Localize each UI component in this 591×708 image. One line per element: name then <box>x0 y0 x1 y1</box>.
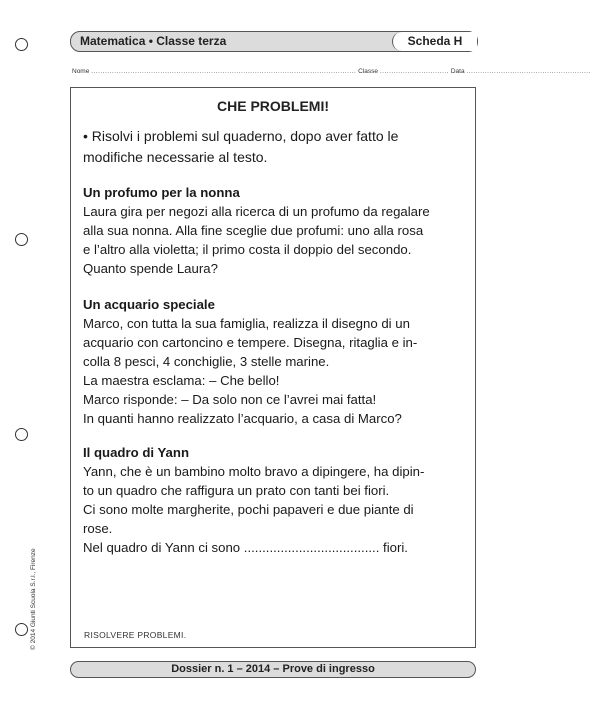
skill-note: RISOLVERE PROBLEMI. <box>84 630 187 640</box>
binder-hole <box>15 233 28 246</box>
name-label: Nome <box>72 68 90 75</box>
date-field[interactable]: ...................................................... <box>466 68 591 75</box>
instruction-line: • Risolvi i problemi sul quaderno, dopo aver fatto le <box>83 128 399 144</box>
problem-line: alla sua nonna. Alla fine sceglie due profumi: uno alla rosa <box>83 223 424 238</box>
problem-line: Nel quadro di Yann ci sono ..................................... fiori. <box>83 540 408 555</box>
problem-aquarium <box>83 295 463 428</box>
dossier-footer: Dossier n. 1 – 2014 – Prove di ingresso <box>70 661 476 678</box>
class-label: Classe <box>358 68 379 75</box>
instruction <box>83 126 463 168</box>
binder-hole <box>15 428 28 441</box>
worksheet-header <box>70 31 478 52</box>
binder-hole <box>15 623 28 636</box>
subject-label: Matematica • Classe terza <box>80 34 227 48</box>
problem-line: rose. <box>83 521 113 536</box>
problem-line: Laura gira per negozi alla ricerca di un profumo da regalare <box>83 204 430 219</box>
name-field[interactable]: ................................................................................................................... <box>91 68 357 75</box>
problem-perfume <box>83 183 463 278</box>
date-label: Data <box>450 68 465 75</box>
problem-painting <box>83 443 463 557</box>
class-field[interactable]: .............................. <box>379 68 450 75</box>
page-title: CHE PROBLEMI! <box>217 98 329 114</box>
instruction-line: modifiche necessarie al testo. <box>83 149 268 165</box>
problem-line: Marco, con tutta la sua famiglia, realizza il disegno di un <box>83 316 410 331</box>
problem-line: Yann, che è un bambino molto bravo a dipingere, ha dipin- <box>83 464 425 479</box>
problem-heading: Il quadro di Yann <box>83 445 190 460</box>
problem-line: La maestra esclama: – Che bello! <box>83 373 280 388</box>
problem-line: e l’altro alla violetta; il primo costa il doppio del secondo. <box>83 242 412 257</box>
student-fields <box>72 68 591 75</box>
problem-heading: Un profumo per la nonna <box>83 185 240 200</box>
problem-line: colla 8 pesci, 4 conchiglie, 3 stelle marine. <box>83 354 330 369</box>
binder-hole <box>15 38 28 51</box>
problem-line: Marco risponde: – Da solo non ce l’avrei mai fatta! <box>83 392 377 407</box>
problem-heading: Un acquario speciale <box>83 297 215 312</box>
problem-line: Quanto spende Laura? <box>83 261 218 276</box>
copyright-text: © 2014 Giunti Scuola S.r.l., Firenze <box>30 548 37 650</box>
exercise-box <box>70 87 476 648</box>
problem-line: Ci sono molte margherite, pochi papaveri e due piante di <box>83 502 414 517</box>
sheet-label: Scheda H <box>392 32 477 51</box>
problem-line: acquario con cartoncino e tempere. Disegna, ritaglia e in- <box>83 335 418 350</box>
problem-line: to un quadro che raffigura un prato con tanti bei fiori. <box>83 483 390 498</box>
problem-line: In quanti hanno realizzato l’acquario, a casa di Marco? <box>83 411 402 426</box>
